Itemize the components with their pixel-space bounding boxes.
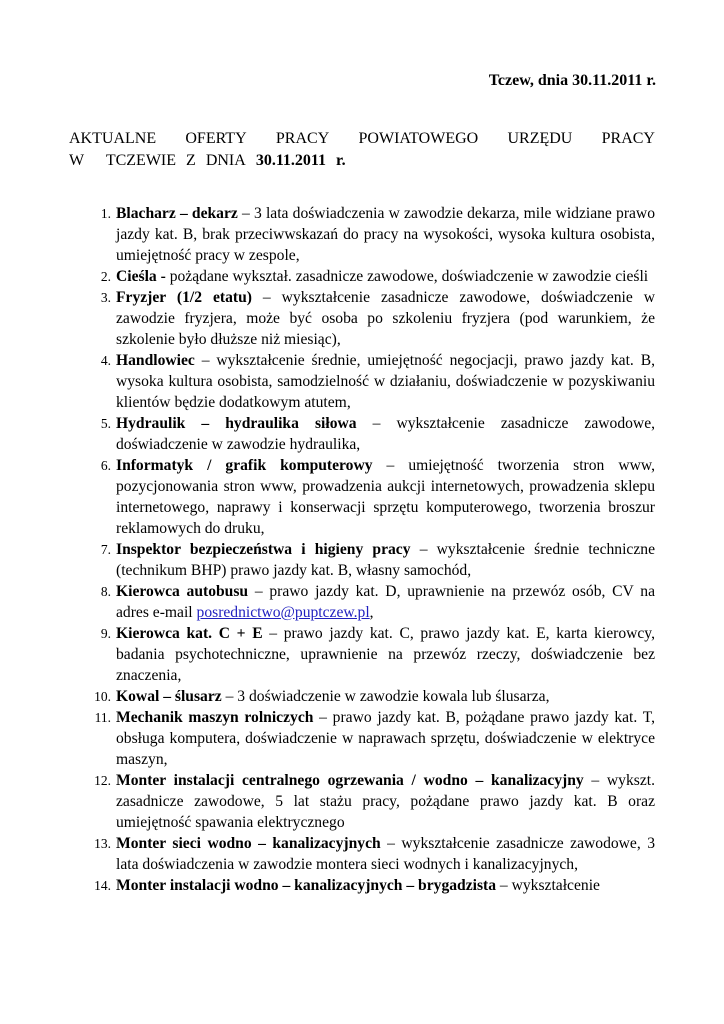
heading-word: Z xyxy=(186,152,196,169)
job-offer-item xyxy=(69,770,655,833)
offer-number: 1. xyxy=(100,206,111,221)
heading-word: POWIATOWEGO xyxy=(358,130,479,147)
job-offer-item xyxy=(69,266,655,287)
offer-title: Handlowiec xyxy=(116,352,195,369)
job-offer-item xyxy=(69,203,655,266)
job-offer-item xyxy=(69,413,655,455)
job-offer-item xyxy=(69,455,655,539)
offer-number: 3. xyxy=(100,290,111,305)
heading-word: DNIA xyxy=(205,152,246,169)
offer-number: 2. xyxy=(100,269,111,284)
offer-title: Kierowca kat. C + E xyxy=(116,625,263,642)
document-date: Tczew, dnia 30.11.2011 r. xyxy=(488,72,656,89)
heading-word: W xyxy=(69,152,85,169)
offer-number: 8. xyxy=(100,584,111,599)
offer-description: – 3 doświadczenie w zawodzie kowala lub ślusarza, xyxy=(221,688,550,705)
offer-description: pożądane wykształ. zasadnicze zawodowe, doświadczenie w zawodzie cieśli xyxy=(165,268,649,285)
offer-number: 6. xyxy=(100,458,111,473)
offer-description: – wykształcenie xyxy=(496,877,600,894)
offer-title: Blacharz – dekarz xyxy=(116,205,238,222)
document-heading xyxy=(69,128,655,172)
offer-description: – prawo jazdy kat. B, pożądane prawo jazdy kat. T, obsługa komputera, doświadczenie w naprawach sprzętu, doświadczenie w elektryce maszyn, xyxy=(116,709,656,768)
heading-word: TCZEWIE xyxy=(105,152,177,169)
offer-title: Cieśla - xyxy=(116,268,166,285)
job-offer-item xyxy=(69,350,655,413)
offer-title: Monter sieci wodno – kanalizacyjnych xyxy=(116,835,381,852)
job-offer-item xyxy=(69,707,655,770)
offer-description: – wykształcenie zasadnicze zawodowe, 3 lata doświadczenia w zawodzie montera sieci wodnych i kanalizacyjnych, xyxy=(116,835,656,873)
heading-line-1 xyxy=(69,128,655,150)
offer-title: Kowal – ślusarz xyxy=(116,688,222,705)
offer-description: – 3 lata doświadczenia w zawodzie dekarza, mile widziane prawo jazdy kat. B, brak przeciwwskazań do pracy na wysokości, wysoka kultura osobista, umiejętność pracy w zespole, xyxy=(116,205,655,264)
offer-title: Fryzjer (1/2 etatu) xyxy=(116,289,252,306)
email-link[interactable]: posrednictwo@puptczew.pl xyxy=(196,604,370,621)
offer-description: – wykształcenie średnie, umiejętność negocjacji, prawo jazdy kat. B, wysoka kultura osobista, samodzielność w działaniu, doświadczenie w pozyskiwaniu klientów będzie dodatkowym atutem, xyxy=(116,352,655,411)
job-offer-item xyxy=(69,581,655,623)
offer-title: Monter instalacji wodno – kanalizacyjnych – brygadzista xyxy=(116,877,497,894)
offer-number: 14. xyxy=(94,878,111,893)
job-offer-item xyxy=(69,833,655,875)
offer-title: Mechanik maszyn rolniczych xyxy=(116,709,314,726)
offer-description: – wykszt. zasadnicze zawodowe, 5 lat stażu pracy, pożądane prawo jazdy kat. B oraz umiejętność spawania elektrycznego xyxy=(116,772,655,831)
heading-date: 30.11.2011 xyxy=(255,152,327,169)
job-offers-list xyxy=(69,203,655,896)
heading-word: PRACY xyxy=(275,130,330,147)
heading-date-suffix: r. xyxy=(336,152,346,169)
job-offer-item xyxy=(69,875,655,896)
offer-number: 4. xyxy=(100,353,111,368)
offer-title: Hydraulik – hydraulika siłowa xyxy=(116,415,357,432)
heading-word: PRACY xyxy=(601,130,655,147)
offer-number: 11. xyxy=(94,710,111,725)
heading-word: OFERTY xyxy=(185,130,247,147)
offer-title: Monter instalacji centralnego ogrzewania / wodno – kanalizacyjny xyxy=(116,772,584,789)
offer-title: Informatyk / grafik komputerowy xyxy=(116,457,373,474)
heading-word: URZĘDU xyxy=(507,130,573,147)
offer-description-end: , xyxy=(369,604,374,621)
offer-description: – prawo jazdy kat. C, prawo jazdy kat. E, karta kierowcy, badania psychotechniczne, uprawnienie na przewóz rzeczy, doświadczenie bez znaczenia, xyxy=(116,625,655,684)
offer-description: – wykształcenie zasadnicze zawodowe, doświadczenie w zawodzie hydraulika, xyxy=(116,415,656,453)
job-offer-item xyxy=(69,686,655,707)
job-offer-item xyxy=(69,287,655,350)
offer-title: Kierowca autobusu xyxy=(116,583,249,600)
offer-number: 13. xyxy=(94,836,111,851)
offer-title: Inspektor bezpieczeństwa i higieny pracy xyxy=(116,541,411,558)
offer-number: 12. xyxy=(94,773,111,788)
offer-number: 10. xyxy=(94,689,111,704)
offer-description: – umiejętność tworzenia stron www, pozycjonowania stron www, prowadzenia aukcji internetowych, prowadzenia sklepu internetowego, naprawy i konserwacji sprzętu komputerowego, tworzenia broszur reklamowych do druku, xyxy=(116,457,655,537)
offer-number: 9. xyxy=(100,626,111,641)
offer-description: – wykształcenie średnie techniczne (technikum BHP) prawo jazdy kat. B, własny samochód, xyxy=(116,541,655,579)
heading-line-2 xyxy=(69,150,655,172)
offer-description: – wykształcenie zasadnicze zawodowe, doświadczenie w zawodzie fryzjera, może być osoba po szkoleniu fryzjera (pod warunkiem, że szkolenie było dłuższe niż miesiąc), xyxy=(116,289,655,348)
job-offer-item xyxy=(69,539,655,581)
offer-number: 5. xyxy=(100,416,111,431)
heading-word: AKTUALNE xyxy=(69,130,157,147)
job-offer-item xyxy=(69,623,655,686)
offer-number: 7. xyxy=(100,542,111,557)
offer-description: – prawo jazdy kat. D, uprawnienie na przewóz osób, CV na adres e-mail xyxy=(116,583,655,621)
